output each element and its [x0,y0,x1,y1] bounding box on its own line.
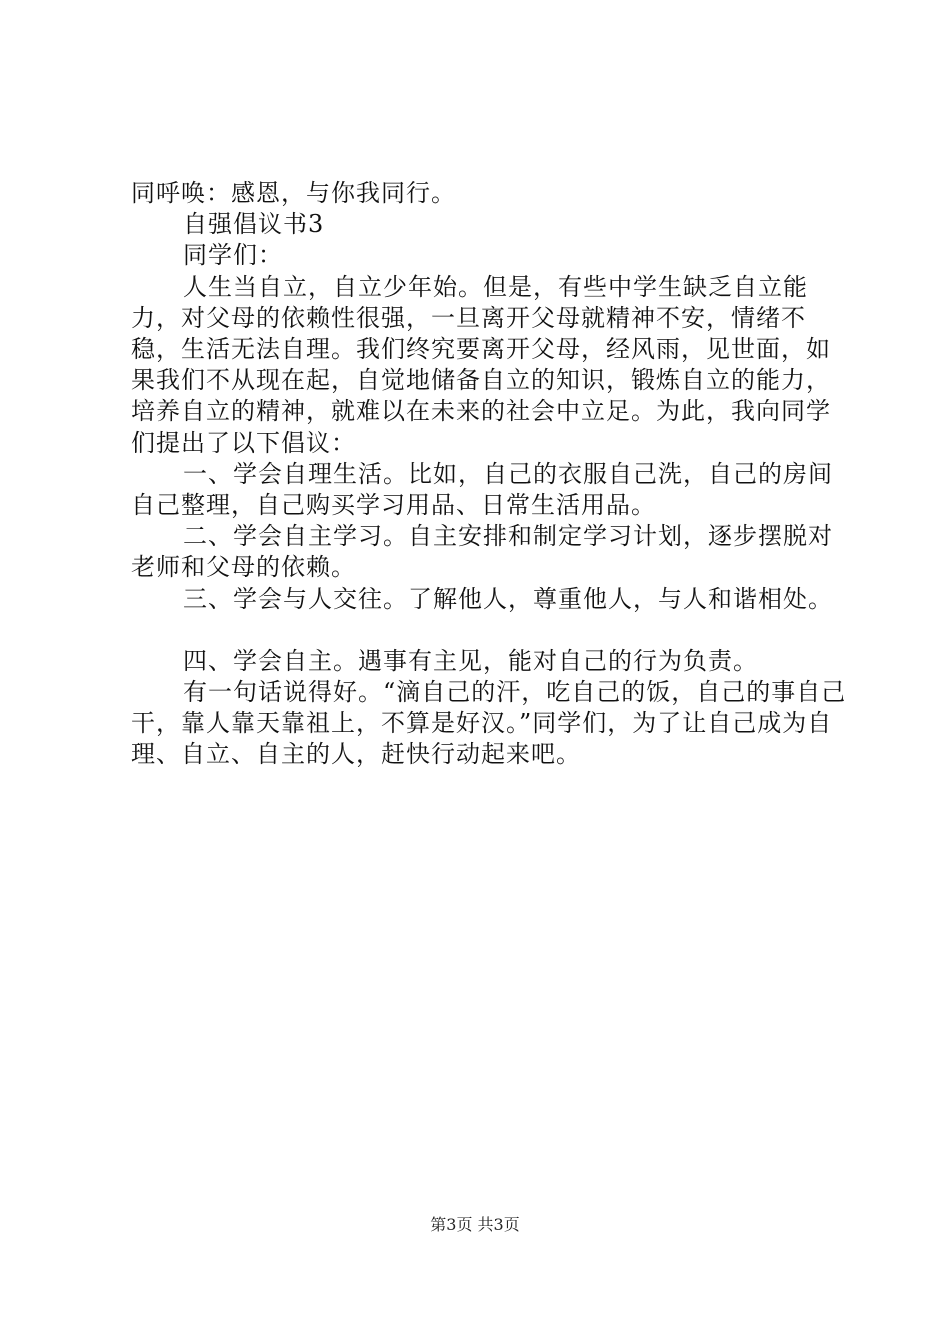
document-body [131,178,847,771]
paragraph-proposal-4: 四、学会自主。遇事有主见，能对自己的行为负责。 [183,646,758,675]
paragraph-intro: 人生当自立，自立少年始。但是，有些中学生缺乏自立能力，对父母的依赖性很强，一旦离开父母就精神不安，情绪不稳，生活无法自理。我们终究要离开父母，经风雨，见世面，如果我们不从现在起，自觉地储备自立的知识，锻炼自立的能力，培养自立的精神，就难以在未来的社会中立足。为此，我向同学们提出了以下倡议： [131,272,831,457]
paragraph-proposal-2: 二、学会自主学习。自主安排和制定学习计划，逐步摆脱对老师和父母的依赖。 [131,522,833,582]
section-heading: 自强倡议书3 [183,210,325,239]
paragraph-closing-line: 同呼唤：感恩，与你我同行。 [131,179,456,207]
paragraph-proposal-3: 三、学会与人交往。了解他人，尊重他人，与人和谐相处。 [183,584,833,613]
paragraph-proposal-1: 一、学会自理生活。比如，自己的衣服自己洗，自己的房间自己整理，自己购买学习用品、日常生活用品。 [131,459,833,520]
page-number-footer: 第3页 共3页 [430,1215,520,1234]
salutation: 同学们： [183,241,283,270]
paragraph-conclusion: 有一句话说得好。“滴自己的汗，吃自己的饭，自己的事自己干，靠人靠天靠祖上，不算是好汉。”同学们，为了让自己成为自理、自立、自主的人，赶快行动起来吧。 [131,678,847,769]
